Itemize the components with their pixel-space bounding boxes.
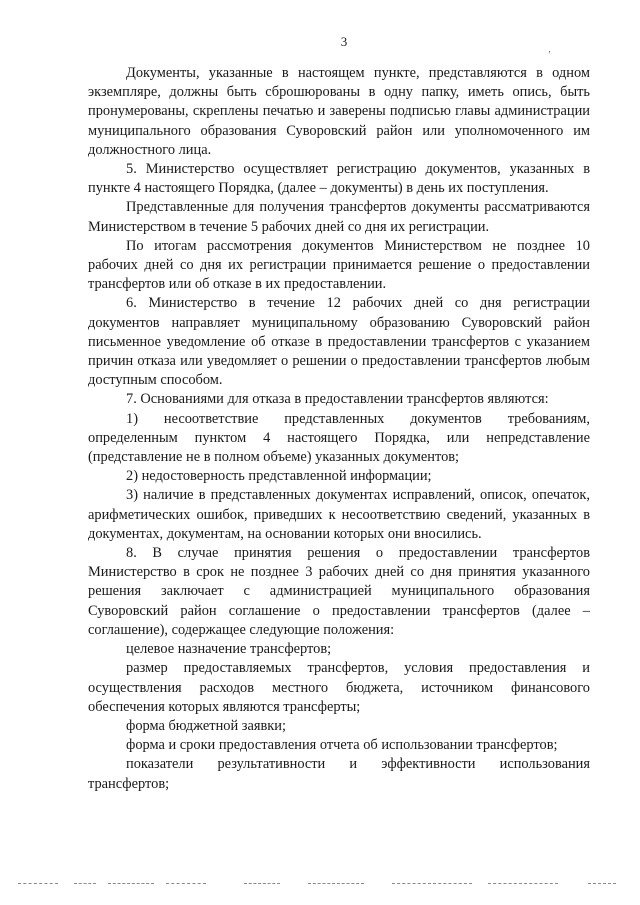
paragraph-review-period: Представленные для получения трансфертов документы рассматриваются Министерством в течение 5 рабочих дней со дня их регистрации. (88, 199, 590, 235)
paragraph-item-5: 5. Министерство осуществляет регистрацию документов, указанных в пункте 4 настоящего Порядка, (далее – документы) в день их поступления. (88, 161, 590, 197)
paragraph-item-8: 8. В случае принятия решения о предоставлении трансфертов Министерство в срок не позднее 3 рабочих дней со дня принятия указанного решения заключает с администрацией муниципального образования Суворовский район соглашение о предоставлении трансфертов (далее – соглашение), содержащее следующие положения: (88, 545, 590, 638)
page-number: 3 (340, 34, 348, 49)
paragraph-provision-form: форма бюджетной заявки; (126, 717, 286, 734)
paragraph-refusal-reason-1: 1) несоответствие представленных документов требованиям, определенным пунктом 4 настоящего Порядка, или непредставление (представление не в полном объеме) указанных документов; (88, 410, 590, 466)
paragraph-provision-amount: размер предоставляемых трансфертов, условия предоставления и осуществления расходов местного бюджета, источником финансового обеспечения которых являются трансферты; (88, 660, 590, 715)
paragraph-provision-purpose: целевое назначение трансфертов; (126, 641, 332, 658)
paragraph-provision-report: форма и сроки предоставления отчета об использовании трансфертов; (126, 737, 558, 754)
paragraph-item-7: 7. Основаниями для отказа в предоставлении трансфертов являются: (126, 391, 549, 408)
paragraph-documents-requirements: Документы, указанные в настоящем пункте, представляются в одном экземпляре, должны быть сброшюрованы в одну папку, иметь опись, быть пронумерованы, скреплены печатью и заверены подписью главы администрации муниципального образования Суворовский район или уполномоченного им должностного лица. (88, 65, 590, 158)
scan-mark: ‚ (548, 44, 551, 54)
paragraph-refusal-reason-3: 3) наличие в представленных документах исправлений, описок, опечаток, арифметических ошибок, приведших к несоответствию сведений, указанных в документах, документам, на основании которых они вносились. (88, 487, 590, 542)
document-body (88, 64, 590, 794)
paragraph-item-6: 6. Министерство в течение 12 рабочих дней со дня регистрации документов направляет муниципальному образованию Суворовский район письменное уведомление об отказе в предоставлении трансфертов с указанием причин отказа или уведомляет о решении о предоставлении трансфертов любым доступным способом. (88, 295, 590, 389)
scan-edge-artifact (0, 883, 640, 889)
paragraph-refusal-reason-2: 2) недостоверность представленной информации; (126, 468, 432, 485)
paragraph-decision: По итогам рассмотрения документов Министерством не позднее 10 рабочих дней со дня их регистрации принимается решение о предоставлении трансфертов или об отказе в их предоставлении. (88, 237, 590, 293)
paragraph-provision-indicators: показатели результативности и эффективности использования трансфертов; (88, 756, 590, 792)
